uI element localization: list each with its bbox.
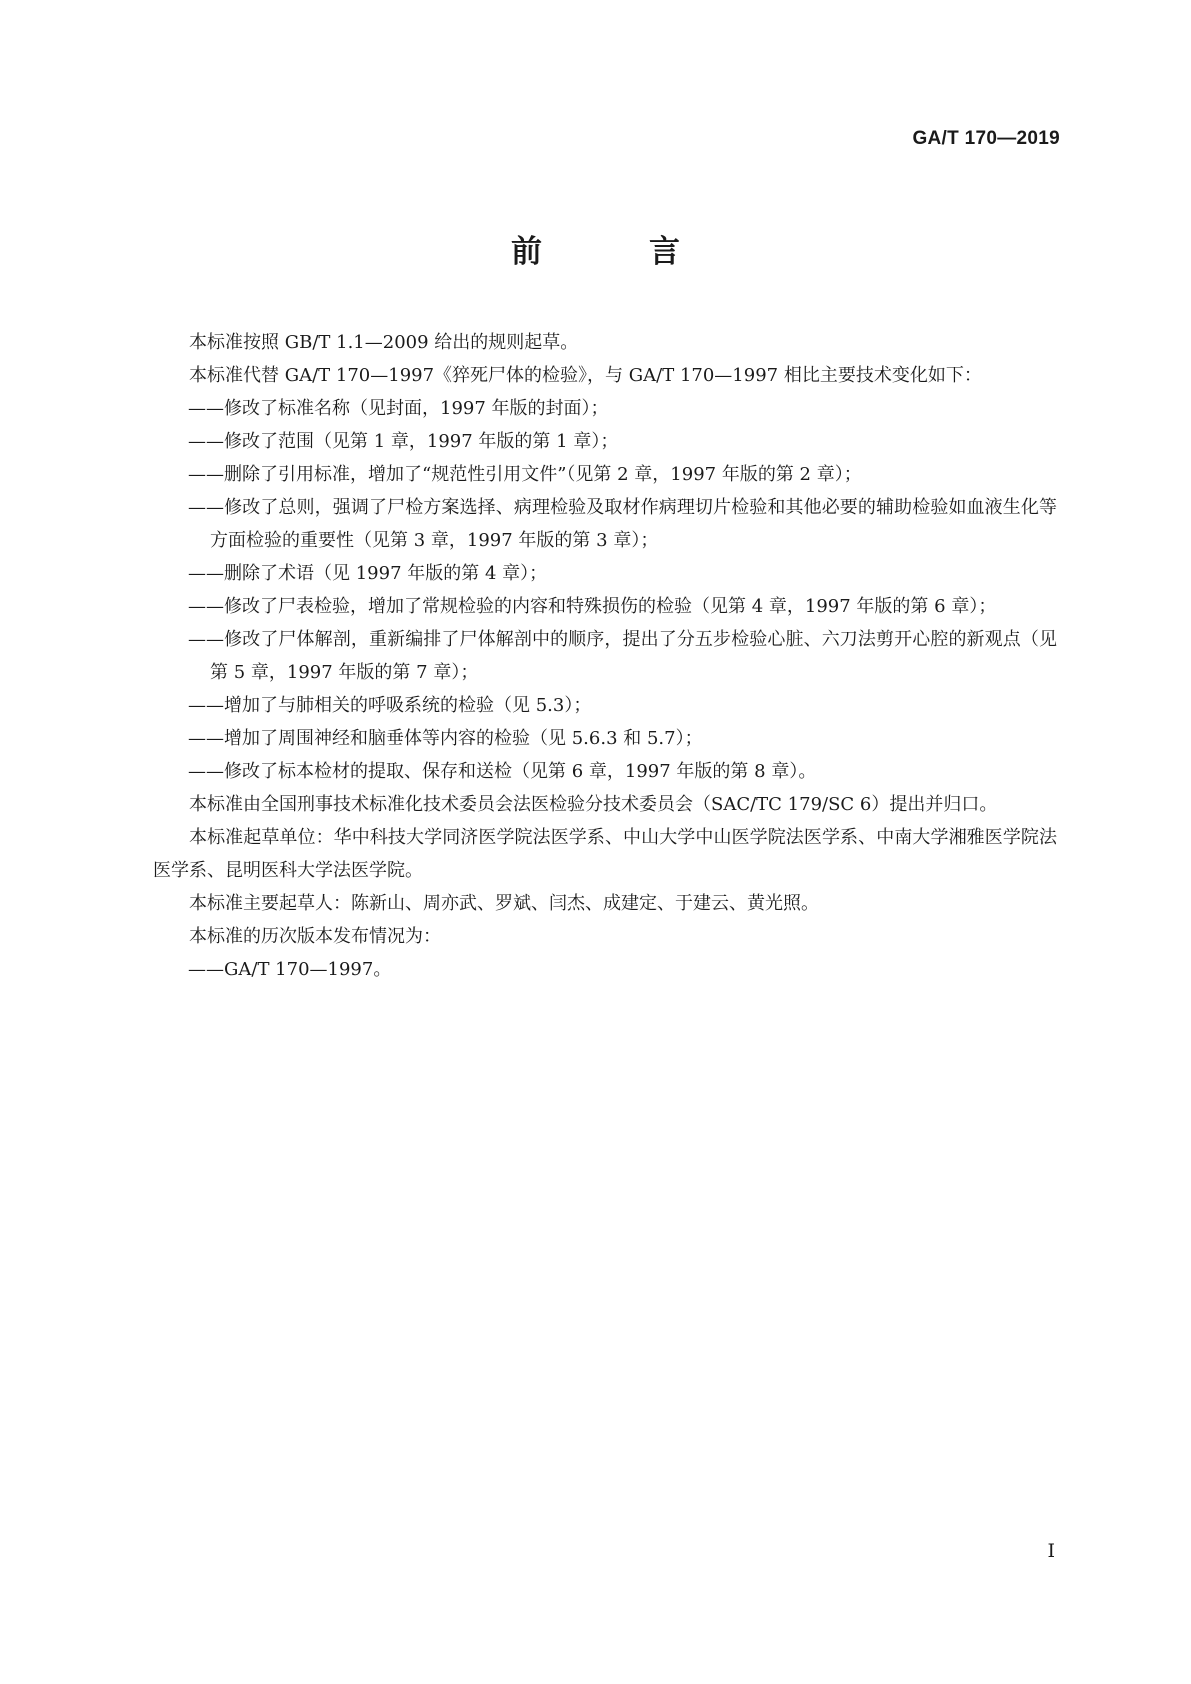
paragraph: 本标准按照 GB/T 1.1—2009 给出的规则起草。 — [189, 332, 579, 353]
paragraph: 本标准主要起草人：陈新山、周亦武、罗斌、闫杰、成建定、于建云、黄光照。 — [189, 893, 819, 914]
change-item: ——删除了术语（见 1997 年版的第 4 章）； — [188, 563, 548, 584]
paragraph: 本标准代替 GA/T 170—1997《猝死尸体的检验》，与 GA/T 170—1997 相比主要技术变化如下： — [189, 365, 982, 386]
change-item: ——修改了总则，强调了尸检方案选择、病理检验及取材作病理切片检验和其他必要的辅助检验如血液生化等方面检验的重要性（见第 3 章，1997 年版的第 3 章）； — [188, 497, 1057, 551]
paragraph: 本标准的历次版本发布情况为： — [189, 926, 441, 947]
document-body — [153, 326, 1057, 986]
page-number: I — [1047, 1540, 1055, 1562]
change-item: ——修改了标准名称（见封面，1997 年版的封面）； — [188, 398, 609, 419]
change-item: ——修改了尸表检验，增加了常规检验的内容和特殊损伤的检验（见第 4 章，1997 年版的第 6 章）； — [188, 596, 997, 617]
page-title: 前 言 — [511, 234, 718, 270]
document-code: GA/T 170—2019 — [912, 128, 1060, 149]
change-item: ——增加了周围神经和脑垂体等内容的检验（见 5.6.3 和 5.7）； — [188, 728, 703, 749]
change-item: ——修改了标本检材的提取、保存和送检（见第 6 章，1997 年版的第 8 章）。 — [188, 761, 817, 782]
history-item: ——GA/T 170—1997。 — [188, 959, 392, 980]
change-item: ——修改了尸体解剖，重新编排了尸体解剖中的顺序，提出了分五步检验心脏、六刀法剪开心腔的新观点（见第 5 章，1997 年版的第 7 章）； — [188, 629, 1057, 683]
change-item: ——增加了与肺相关的呼吸系统的检验（见 5.3）； — [188, 695, 592, 716]
change-item: ——修改了范围（见第 1 章，1997 年版的第 1 章）； — [188, 431, 619, 452]
paragraph: 本标准起草单位：华中科技大学同济医学院法医学系、中山大学中山医学院法医学系、中南大学湘雅医学院法医学系、昆明医科大学法医学院。 — [153, 827, 1057, 881]
paragraph: 本标准由全国刑事技术标准化技术委员会法医检验分技术委员会（SAC/TC 179/SC 6）提出并归口。 — [189, 794, 998, 815]
change-item: ——删除了引用标准，增加了“规范性引用文件”（见第 2 章，1997 年版的第 2 章）； — [188, 464, 862, 485]
